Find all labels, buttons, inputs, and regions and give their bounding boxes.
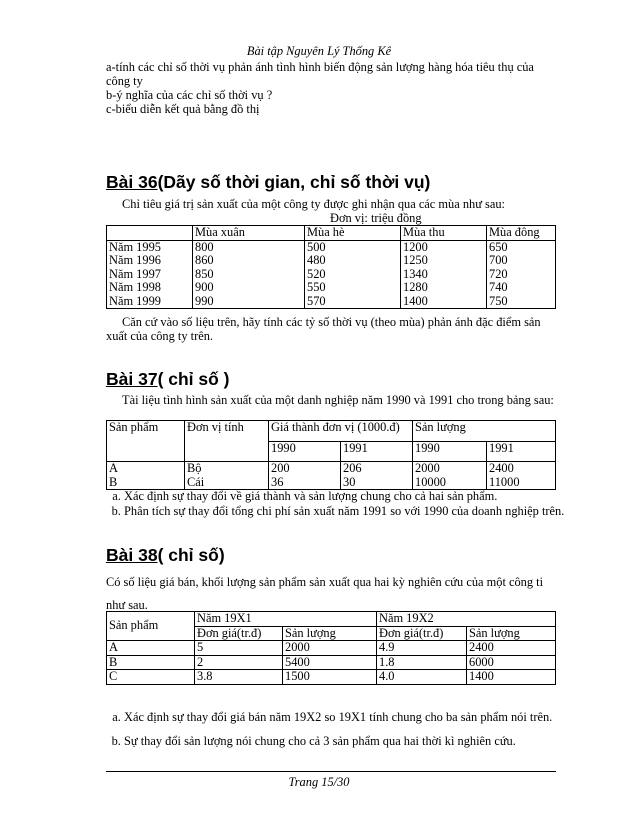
bai37-year: 1991 — [487, 442, 556, 462]
bai38-desc: Có số liệu giá bán, khối lượng sản phẩm sản xuất qua hai kỳ nghiên cứu của một công ti như sau. — [106, 575, 544, 612]
bai37-year: 1991 — [341, 442, 413, 462]
table-cell: 550 — [305, 281, 401, 295]
table-row — [107, 268, 556, 282]
bai36-unit: Đơn vị: triệu đồng — [330, 211, 422, 225]
bai36-label: Bài 36 — [106, 172, 158, 192]
table-cell: 1500 — [283, 670, 377, 685]
bai38-h-y2: Năm 19X2 — [377, 612, 556, 627]
bai37-table — [106, 420, 556, 490]
table-cell: 1.8 — [377, 655, 467, 670]
bai37-qb: b. Phân tích sự thay đổi tổng chi phí sản xuất năm 1991 so với 1990 của doanh nghiệp trên. — [124, 504, 576, 519]
bai37-year: 1990 — [269, 442, 341, 462]
bai37-out1990: 2000 10000 — [413, 462, 487, 490]
bai36-col-header: Mùa đông — [487, 226, 556, 241]
bai38-heading — [106, 545, 225, 566]
table-cell: 720 — [487, 268, 556, 282]
table-cell: 1200 — [401, 240, 487, 254]
table-cell: 1340 — [401, 268, 487, 282]
table-cell: 3.8 — [195, 670, 283, 685]
bai38-questions — [104, 706, 576, 752]
table-cell: C — [107, 670, 195, 685]
table-row — [107, 240, 556, 254]
bai38-sub: Sản lượng — [467, 626, 556, 641]
table-cell: 860 — [193, 254, 305, 268]
table-cell: 740 — [487, 281, 556, 295]
bai37-questions — [104, 489, 576, 518]
table-row — [107, 655, 556, 670]
bai38-sub: Đơn giá(tr.đ) — [377, 626, 467, 641]
bai38-qb: b. Sự thay đổi sản lượng nói chung cho cả 3 sản phẩm qua hai thời kì nghiên cứu. — [124, 730, 576, 752]
table-cell: 5 — [195, 641, 283, 656]
intro-a: a-tính các chỉ số thời vụ phản ánh tình hình biến động sản lượng hàng hóa tiêu thụ của công ty — [106, 60, 534, 88]
table-cell: Năm 1997 — [107, 268, 193, 282]
footer-divider — [106, 771, 556, 772]
table-cell: 480 — [305, 254, 401, 268]
bai38-sub: Sản lượng — [283, 626, 377, 641]
table-cell: 850 — [193, 268, 305, 282]
bai38-table — [106, 611, 556, 685]
table-cell: 4.9 — [377, 641, 467, 656]
bai37-h-output: Sản lượng — [413, 421, 556, 442]
bai37-price1990: 200 36 — [269, 462, 341, 490]
bai37-qa: a. Xác định sự thay đổi về giá thành và sản lượng chung cho cả hai sản phẩm. — [124, 489, 576, 504]
table-cell: 4.0 — [377, 670, 467, 685]
page-header: Bài tập Nguyên Lý Thống Kê — [246, 44, 392, 58]
bai36-header-row — [107, 226, 556, 241]
intro-c: c-biểu diễn kết quả bằng đồ thị — [106, 102, 260, 116]
table-cell: 570 — [305, 295, 401, 309]
bai38-sub: Đơn giá(tr.đ) — [195, 626, 283, 641]
table-cell: 700 — [487, 254, 556, 268]
table-cell: Năm 1999 — [107, 295, 193, 309]
bai37-desc: Tài liệu tình hình sản xuất của một danh nghiệp năm 1990 và 1991 cho trong bảng sau: — [122, 393, 554, 407]
table-cell: 5400 — [283, 655, 377, 670]
table-cell: 900 — [193, 281, 305, 295]
bai37-label: Bài 37 — [106, 369, 158, 389]
table-row — [107, 295, 556, 309]
bai36-note: Căn cứ vào số liệu trên, hãy tính các tỷ số thời vụ (theo mùa) phản ánh đặc điểm sản xuất của công ty trên. — [106, 315, 541, 343]
bai38-label: Bài 38 — [106, 545, 158, 565]
table-cell: 1400 — [401, 295, 487, 309]
bai36-desc: Chỉ tiêu giá trị sản xuất của một công ty được ghi nhận qua các mùa như sau: — [122, 197, 506, 211]
table-cell: 750 — [487, 295, 556, 309]
table-cell: 6000 — [467, 655, 556, 670]
bai37-heading — [106, 369, 230, 390]
table-cell: 1400 — [467, 670, 556, 685]
table-cell: 500 — [305, 240, 401, 254]
table-cell: 2400 — [467, 641, 556, 656]
table-cell: 2 — [195, 655, 283, 670]
table-cell: 990 — [193, 295, 305, 309]
table-cell: Năm 1996 — [107, 254, 193, 268]
intro-b: b-ý nghĩa của các chỉ số thời vụ ? — [106, 88, 273, 102]
bai38-qa: a. Xác định sự thay đổi giá bán năm 19X2 so 19X1 tính chung cho ba sản phẩm nói trên. — [124, 706, 576, 728]
bai38-h-y1: Năm 19X1 — [195, 612, 377, 627]
table-cell: Năm 1995 — [107, 240, 193, 254]
bai37-title: ( chỉ số ) — [157, 369, 230, 389]
bai38-h-product: Sản phẩm — [107, 612, 195, 641]
bai36-table — [106, 225, 556, 309]
table-cell: 1280 — [401, 281, 487, 295]
table-cell: 520 — [305, 268, 401, 282]
bai37-units: Bộ Cái — [185, 462, 269, 490]
table-cell: Năm 1998 — [107, 281, 193, 295]
bai36-col-header — [107, 226, 193, 241]
table-cell: 650 — [487, 240, 556, 254]
bai36-body — [107, 240, 556, 309]
table-row — [107, 641, 556, 656]
table-cell: 800 — [193, 240, 305, 254]
bai36-title: (Dãy số thời gian, chỉ số thời vụ) — [157, 172, 431, 192]
bai36-col-header: Mùa thu — [401, 226, 487, 241]
table-cell: B — [107, 655, 195, 670]
table-cell: A — [107, 641, 195, 656]
bai37-h-product: Sản phẩm — [107, 421, 185, 462]
table-cell: 2000 — [283, 641, 377, 656]
bai37-h-price: Giá thành đơn vị (1000.đ) — [269, 421, 413, 442]
table-cell: 1250 — [401, 254, 487, 268]
bai38-title: ( chỉ số) — [157, 545, 225, 565]
bai37-price1991: 206 30 — [341, 462, 413, 490]
table-row — [107, 254, 556, 268]
bai36-col-header: Mùa hè — [305, 226, 401, 241]
table-row — [107, 670, 556, 685]
table-row — [107, 281, 556, 295]
bai38-body — [107, 641, 556, 685]
bai37-year: 1990 — [413, 442, 487, 462]
bai36-heading — [106, 172, 430, 193]
bai37-out1991: 2400 11000 — [487, 462, 556, 490]
page-footer: Trang 15/30 — [288, 775, 350, 789]
bai37-products: A B — [107, 462, 185, 490]
bai37-h-unit: Đơn vị tính — [185, 421, 269, 462]
bai36-col-header: Mùa xuân — [193, 226, 305, 241]
intro-block — [106, 60, 556, 116]
